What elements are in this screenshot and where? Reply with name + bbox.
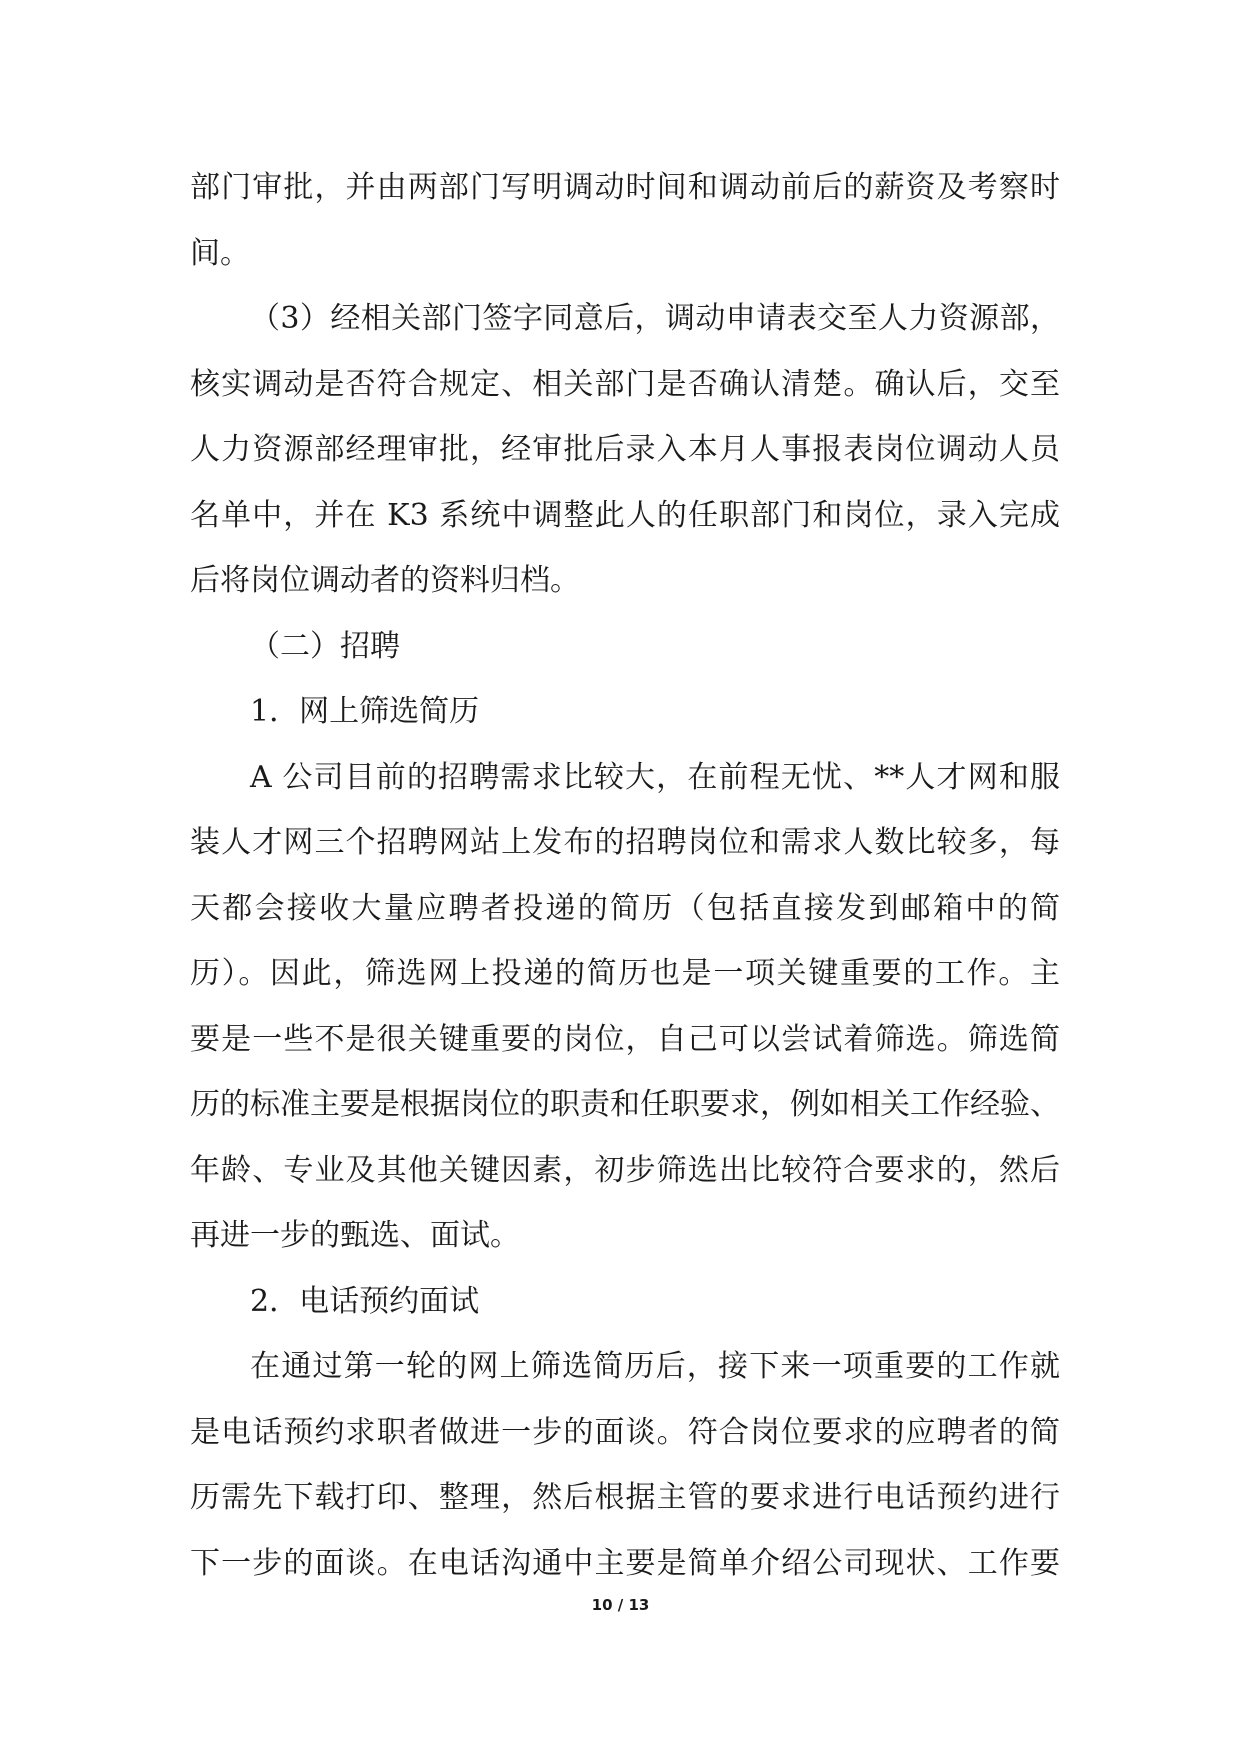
- subsection-heading: 2．电话预约面试: [250, 1283, 480, 1319]
- text-line: 历的标准主要是根据岗位的职责和任职要求，例如相关工作经验、: [190, 1087, 1060, 1122]
- text-line: 装人才网三个招聘网站上发布的招聘岗位和需求人数比较多，每: [190, 825, 1060, 860]
- text-line: A 公司目前的招聘需求比较大，在前程无忧、**人才网和服: [250, 759, 1060, 795]
- text-line: 再进一步的甄选、面试。: [190, 1218, 520, 1253]
- text-line: 天都会接收大量应聘者投递的简历（包括直接发到邮箱中的简: [190, 890, 1060, 926]
- text-line: 年龄、专业及其他关键因素，初步筛选出比较符合要求的，然后: [190, 1152, 1060, 1188]
- page-number: 10 / 13: [591, 1596, 650, 1614]
- text-line: 下一步的面谈。在电话沟通中主要是简单介绍公司现状、工作要: [190, 1545, 1060, 1581]
- text-line: 人力资源部经理审批，经审批后录入本月人事报表岗位调动人员: [190, 432, 1060, 467]
- text-line: 间。: [190, 235, 250, 271]
- text-line: 部门审批，并由两部门写明调动时间和调动前后的薪资及考察时: [190, 170, 1060, 205]
- text-line: 是电话预约求职者做进一步的面谈。符合岗位要求的应聘者的简: [190, 1414, 1060, 1450]
- text-line: 在通过第一轮的网上筛选简历后，接下来一项重要的工作就: [250, 1349, 1060, 1384]
- text-line: 历）。因此，筛选网上投递的简历也是一项关键重要的工作。主: [190, 956, 1060, 991]
- body-text: [190, 155, 1060, 1596]
- text-line: 历需先下载打印、整理，然后根据主管的要求进行电话预约进行: [190, 1480, 1060, 1515]
- text-line: 名单中，并在 K3 系统中调整此人的任职部门和岗位，录入完成: [190, 497, 1060, 533]
- text-line: 后将岗位调动者的资料归档。: [190, 563, 580, 598]
- text-line: 核实调动是否符合规定、相关部门是否确认清楚。确认后，交至: [190, 366, 1060, 402]
- section-heading: （二）招聘: [250, 628, 400, 664]
- text-line: 要是一些不是很关键重要的岗位，自己可以尝试着筛选。筛选简: [190, 1021, 1060, 1057]
- text-line: （3）经相关部门签字同意后，调动申请表交至人力资源部，: [250, 301, 1060, 336]
- subsection-heading: 1．网上筛选简历: [250, 694, 480, 729]
